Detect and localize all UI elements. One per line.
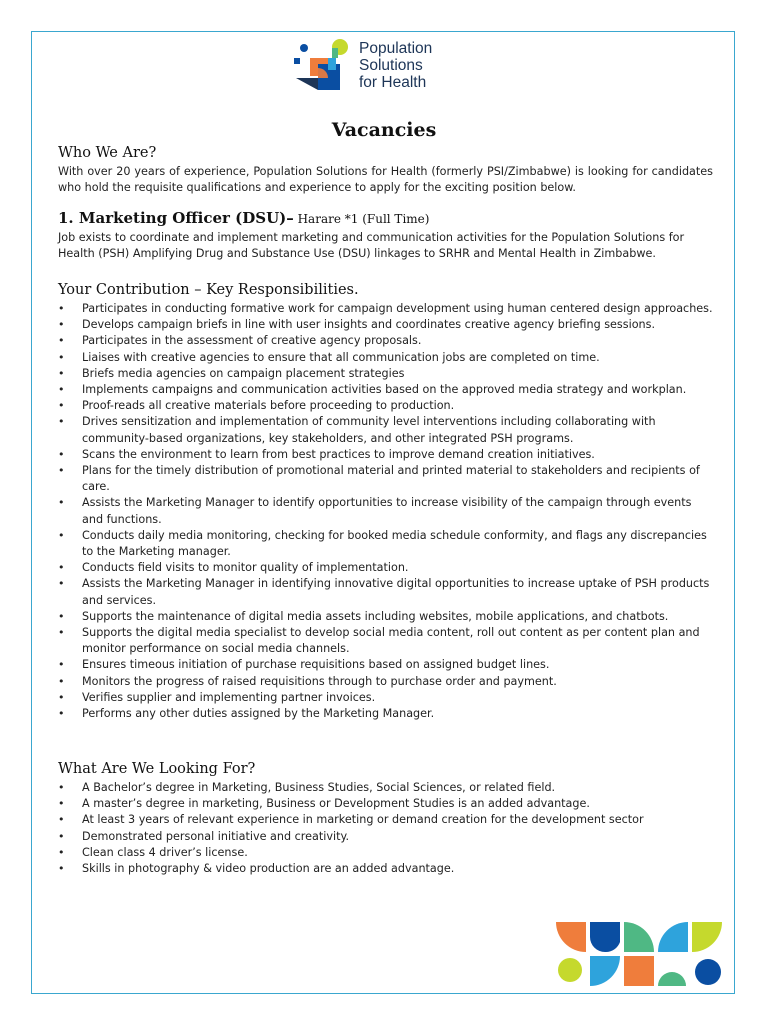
responsibility-item: • Assists the Marketing Manager to identify opportunities to increase visibility of the campaign through events and functions. bbox=[58, 495, 713, 527]
responsibility-item: • Implements campaigns and communication activities based on the approved media strategy and workplan. bbox=[58, 382, 713, 398]
logo-line-2: Solutions bbox=[359, 57, 423, 74]
responsibility-item: • Briefs media agencies on campaign placement strategies bbox=[58, 366, 713, 382]
responsibility-item: • Performs any other duties assigned by the Marketing Manager. bbox=[58, 706, 713, 722]
requirement-item: • A Bachelor’s degree in Marketing, Business Studies, Social Sciences, or related field. bbox=[58, 780, 713, 796]
requirement-item: • Clean class 4 driver’s license. bbox=[58, 845, 713, 861]
responsibility-item: • Participates in the assessment of creative agency proposals. bbox=[58, 333, 713, 349]
responsibility-item: • Proof-reads all creative materials before proceeding to production. bbox=[58, 398, 713, 414]
job-title bbox=[58, 208, 429, 227]
responsibility-item: • Monitors the progress of raised requisitions through to purchase order and payment. bbox=[58, 674, 713, 690]
responsibilities-list bbox=[58, 301, 713, 722]
responsibility-item: • Scans the environment to learn from best practices to improve demand creation initiatives. bbox=[58, 447, 713, 463]
responsibility-item: • Conducts daily media monitoring, checking for booked media schedule conformity, and flags any discrepancies to the Marketing manager. bbox=[58, 528, 713, 560]
job-title-main: 1. Marketing Officer (DSU)– bbox=[58, 209, 294, 227]
responsibility-item: • Participates in conducting formative work for campaign development using human centered design approaches. bbox=[58, 301, 713, 317]
decorative-shapes bbox=[556, 922, 724, 988]
responsibility-item: • Drives sensitization and implementation of community level interventions including collaborating with community-based organizations, key stakeholders, and other integrated PSH programs. bbox=[58, 414, 713, 446]
responsibility-item: • Supports the digital media specialist to develop social media content, roll out content as per content plan and monitor performance on social media channels. bbox=[58, 625, 713, 657]
responsibility-item: • Assists the Marketing Manager in identifying innovative digital opportunities to increase uptake of PSH products and services. bbox=[58, 576, 713, 608]
responsibility-item: • Conducts field visits to monitor quality of implementation. bbox=[58, 560, 713, 576]
responsibility-item: • Liaises with creative agencies to ensure that all communication jobs are completed on time. bbox=[58, 350, 713, 366]
requirement-item: • At least 3 years of relevant experience in marketing or demand creation for the development sector bbox=[58, 812, 713, 828]
requirements-list bbox=[58, 780, 713, 877]
job-location: Harare *1 (Full Time) bbox=[293, 212, 430, 226]
who-we-are-text: With over 20 years of experience, Population Solutions for Health (formerly PSI/Zimbabwe) is looking for candidates who hold the requisite qualifications and experience to apply for the exciting position below. bbox=[58, 165, 713, 194]
who-we-are-heading: Who We Are? bbox=[58, 145, 157, 161]
responsibilities-heading: Your Contribution – Key Responsibilities. bbox=[58, 282, 359, 298]
logo-line-1: Population bbox=[359, 40, 433, 57]
job-summary: Job exists to coordinate and implement marketing and communication activities for the Population Solutions for Health (PSH) Amplifying Drug and Substance Use (DSU) linkages to SRHR and Mental Health in Zimbabwe. bbox=[58, 231, 685, 260]
requirement-item: • Demonstrated personal initiative and creativity. bbox=[58, 829, 713, 845]
responsibility-item: • Develops campaign briefs in line with user insights and coordinates creative agency briefing sessions. bbox=[58, 317, 713, 333]
requirement-item: • Skills in photography & video production are an added advantage. bbox=[58, 861, 713, 877]
requirement-item: • A master’s degree in marketing, Business or Development Studies is an added advantage. bbox=[58, 796, 713, 812]
logo-wordmark bbox=[359, 40, 432, 91]
responsibility-item: • Verifies supplier and implementing partner invoices. bbox=[58, 690, 713, 706]
responsibility-item: • Plans for the timely distribution of promotional material and printed material to stakeholders and recipients of care. bbox=[58, 463, 713, 495]
responsibility-item: • Ensures timeous initiation of purchase requisitions based on assigned budget lines. bbox=[58, 657, 713, 673]
page-title: Vacancies bbox=[331, 119, 437, 141]
responsibility-item: • Supports the maintenance of digital media assets including websites, mobile applications, and chatbots. bbox=[58, 609, 713, 625]
requirements-heading: What Are We Looking For? bbox=[58, 761, 256, 777]
logo-line-3: for Health bbox=[359, 74, 427, 91]
